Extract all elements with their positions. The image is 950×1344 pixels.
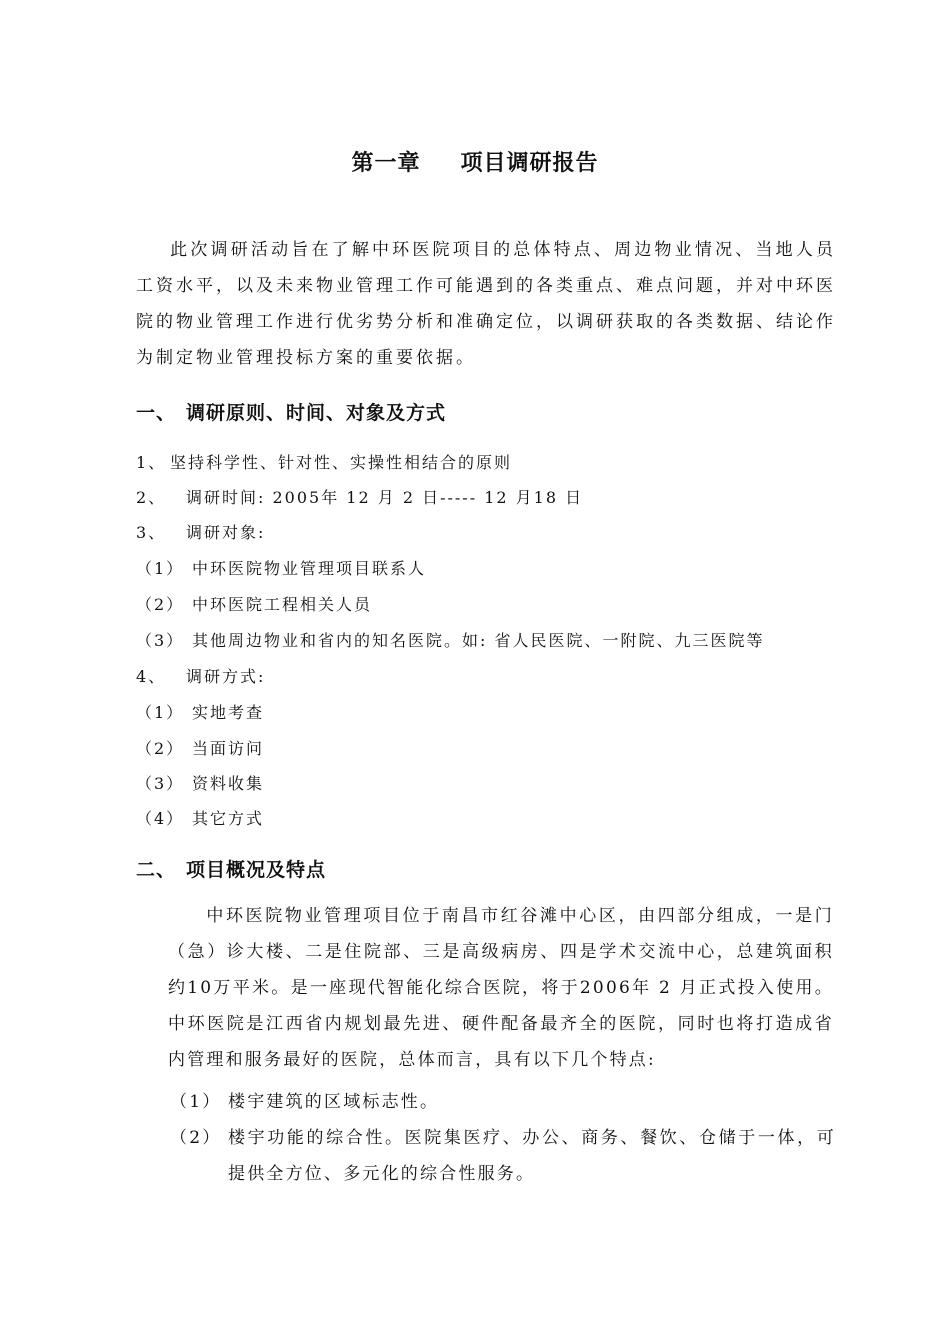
project-overview-paragraph: 中环医院物业管理项目位于南昌市红谷滩中心区，由四部分组成，一是门（急）诊大楼、二是住院部、三是高级病房、四是学术交流中心，总建筑面积约10万平米。是一座现代智能化综合医院，将于2006年 2 月正式投入使用。中环医院是江西省内规划最先进、硬件配备最齐全的医院，同时也将打造成省内管理和服务最好的医院，总体而言，具有以下几个特点: [168, 906, 834, 1070]
list-item: （3） 其他周边物业和省内的知名医院。如: 省人民医院、一附院、九三医院等 [136, 631, 765, 650]
list-item: 2、 调研时间: 2005年 12 月 2 日----- 12 月18 日 [136, 488, 584, 507]
list-item: （1） 中环医院物业管理项目联系人 [136, 559, 427, 578]
intro-paragraph: 此次调研活动旨在了解中环医院项目的总体特点、周边物业情况、当地人员工资水平，以及未来物业管理工作可能遇到的各类重点、难点问题，并对中环医院的物业管理工作进行优劣势分析和准确定位，以调研获取的各类数据、结论作为制定物业管理投标方案的重要依据。 [136, 240, 836, 368]
list-item: 4、 调研方式: [136, 667, 266, 686]
list-item: 1、 坚持科学性、针对性、实操性相结合的原则 [136, 453, 513, 472]
list-item: （3） 资料收集 [136, 774, 265, 793]
list-item: （1） 实地考查 [136, 703, 265, 722]
list-item: （2） 中环医院工程相关人员 [136, 595, 373, 614]
section-title: 调研原则、时间、对象及方式 [186, 402, 447, 424]
list-item: 3、 调研对象: [136, 523, 266, 542]
chapter-name: 项目调研报告 [460, 151, 599, 176]
feature-item: （1） 楼宇建筑的区域标志性。 [170, 1092, 440, 1112]
list-item: （2） 当面访问 [136, 739, 265, 758]
section-heading-1 [136, 398, 446, 425]
list-item: （4） 其它方式 [136, 809, 265, 828]
section-heading-2 [136, 855, 326, 882]
chapter-title [0, 146, 950, 177]
feature-item: （2） 楼宇功能的综合性。医院集医疗、办公、商务、餐饮、仓储于一体，可提供全方位、多元化的综合性服务。 [170, 1128, 836, 1184]
section-number: 一、 [136, 402, 177, 424]
section-number: 二、 [136, 859, 177, 881]
section-title: 项目概况及特点 [186, 859, 327, 881]
chapter-number: 第一章 [351, 151, 421, 176]
